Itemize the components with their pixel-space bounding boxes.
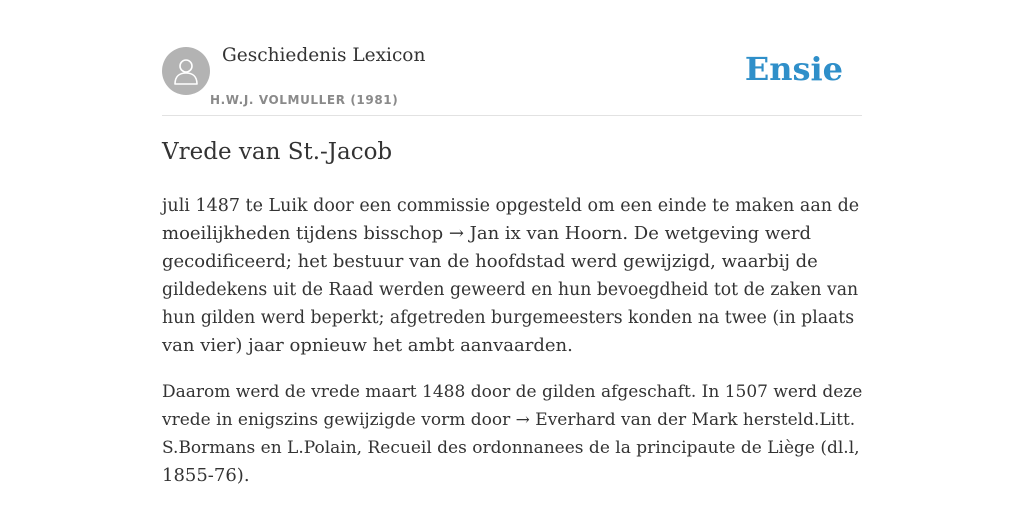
header-divider (162, 115, 862, 116)
text-line: van vier) jaar opnieuw het ambt aanvaarden. (162, 335, 573, 356)
text-line: S.Bormans en L.Polain, Recueil des ordonnanees de la principaute de Liège (dl.l, (162, 438, 860, 458)
user-icon (172, 56, 200, 86)
text-line: 1855-76). (162, 465, 250, 486)
text-line: Daarom werd de vrede maart 1488 door de gilden afgeschaft. In 1507 werd deze (162, 382, 863, 402)
paragraph (162, 192, 862, 360)
entry-body (162, 192, 862, 508)
text-line: hun gilden werd beperkt; afgetreden burgemeesters konden na twee (in plaats (162, 308, 855, 328)
source-avatar[interactable] (162, 47, 210, 95)
source-author: H.W.J. VOLMULLER (1981) (210, 93, 399, 107)
text-line: gecodificeerd; het bestuur van de hoofdstad werd gewijzigd, waarbij de (162, 251, 818, 272)
text-line: vrede in enigszins gewijzigde vorm door → Everhard van der Mark hersteld.Litt. (162, 410, 856, 430)
paragraph (162, 378, 862, 490)
text-line: gildedekens uit de Raad werden geweerd en hun bevoegdheid tot de zaken van (162, 280, 859, 300)
entry-title: Vrede van St.-Jacob (162, 139, 393, 165)
ensie-logo[interactable]: Ensie (744, 50, 843, 88)
text-line: juli 1487 te Luik door een commissie opgesteld om een einde te maken aan de (162, 196, 860, 216)
source-title-link[interactable]: Geschiedenis Lexicon (222, 45, 426, 66)
text-line: moeilijkheden tijdens bisschop → Jan ix van Hoorn. De wetgeving werd (162, 223, 812, 244)
